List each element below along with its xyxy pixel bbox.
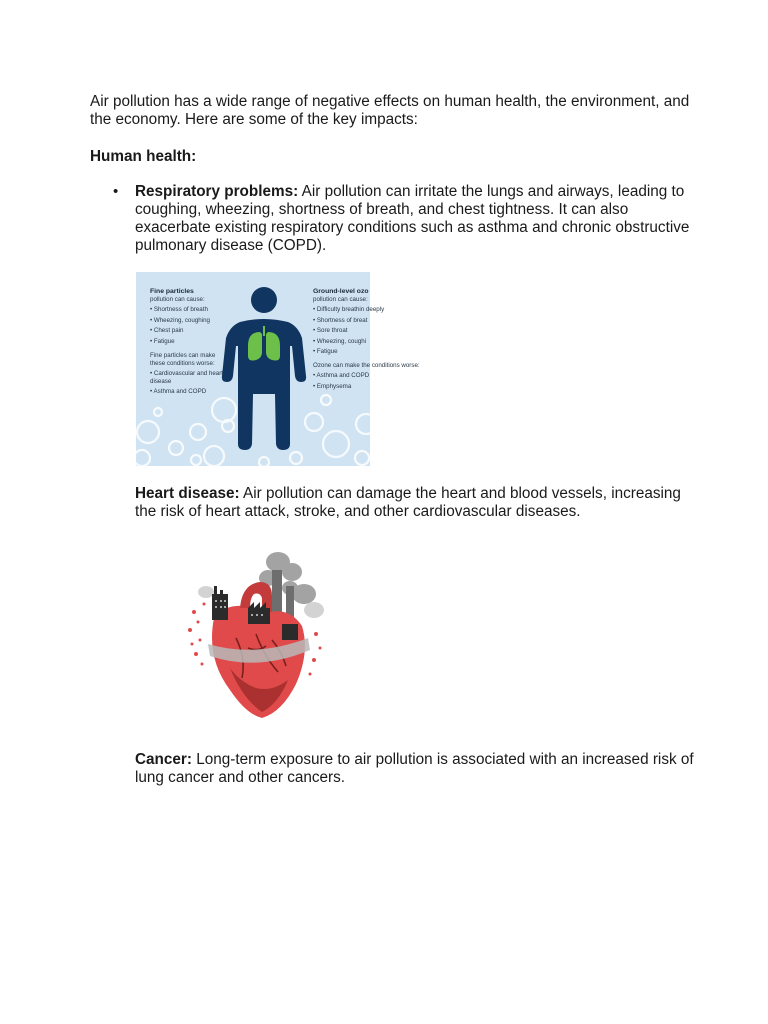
ozone-subtitle: pollution can cause:	[313, 296, 368, 303]
section-heading: Human health:	[90, 148, 197, 165]
heart-disease-paragraph	[135, 485, 695, 521]
fine-particles-title: Fine particles	[150, 288, 194, 295]
ozone-note: Ozone can make the conditions worse:	[313, 361, 420, 369]
fine-particles-list	[150, 306, 230, 345]
ozone-worse-list	[313, 372, 383, 390]
list-item: • Fatigue	[313, 348, 383, 356]
intro-paragraph: Air pollution has a wide range of negative effects on human health, the environment, and the economy. Here are some of the key impacts:	[90, 93, 690, 128]
heart-disease-text: Air pollution can damage the heart and blood vessels, increasing the risk of heart attack, stroke, and other cardiovascular diseases.	[135, 485, 681, 520]
list-item: • Shortness of breat	[313, 317, 383, 325]
list-item: • Asthma and COPD	[150, 388, 230, 396]
fine-particles-column	[150, 288, 230, 399]
list-item: • Cardiovascular and heart disease	[150, 370, 230, 386]
respiratory-text: Air pollution can irritate the lungs and airways, leading to coughing, wheezing, shortness of breath, and chest tightness. It can also exacerbate existing respiratory conditions such as asthma and chronic obstructive pulmonary disease (COPD).	[135, 183, 690, 254]
cancer-label: Cancer:	[135, 751, 192, 768]
list-item: • Wheezing, coughing	[150, 317, 230, 325]
heart-icon	[186, 548, 326, 724]
respiratory-label: Respiratory problems:	[135, 183, 299, 200]
fine-particles-subtitle: pollution can cause:	[150, 296, 205, 303]
respiratory-paragraph	[135, 183, 695, 255]
fine-particles-worse-list	[150, 370, 230, 396]
list-item: • Chest pain	[150, 327, 230, 335]
list-item: • Fatigue	[150, 338, 230, 346]
polluted-heart-illustration	[186, 548, 326, 724]
heart-disease-label: Heart disease:	[135, 485, 240, 502]
lungs-infographic	[136, 272, 420, 466]
list-item: • Asthma and COPD	[313, 372, 383, 380]
list-item: • Wheezing, coughi	[313, 338, 383, 346]
list-item: • Sore throat	[313, 327, 383, 335]
ozone-title: Ground-level ozo	[313, 288, 369, 295]
ozone-column	[313, 288, 420, 393]
fine-particles-note: Fine particles can make these conditions worse:	[150, 351, 216, 367]
cancer-paragraph	[135, 751, 695, 787]
ozone-list	[313, 306, 383, 356]
list-item: • Shortness of breath	[150, 306, 230, 314]
list-item: • Emphysema	[313, 383, 383, 391]
cancer-text: Long-term exposure to air pollution is associated with an increased risk of lung cancer and other cancers.	[135, 751, 694, 786]
list-item: • Difficulty breathin deeply	[313, 306, 383, 314]
bullet-marker: •	[113, 183, 119, 200]
